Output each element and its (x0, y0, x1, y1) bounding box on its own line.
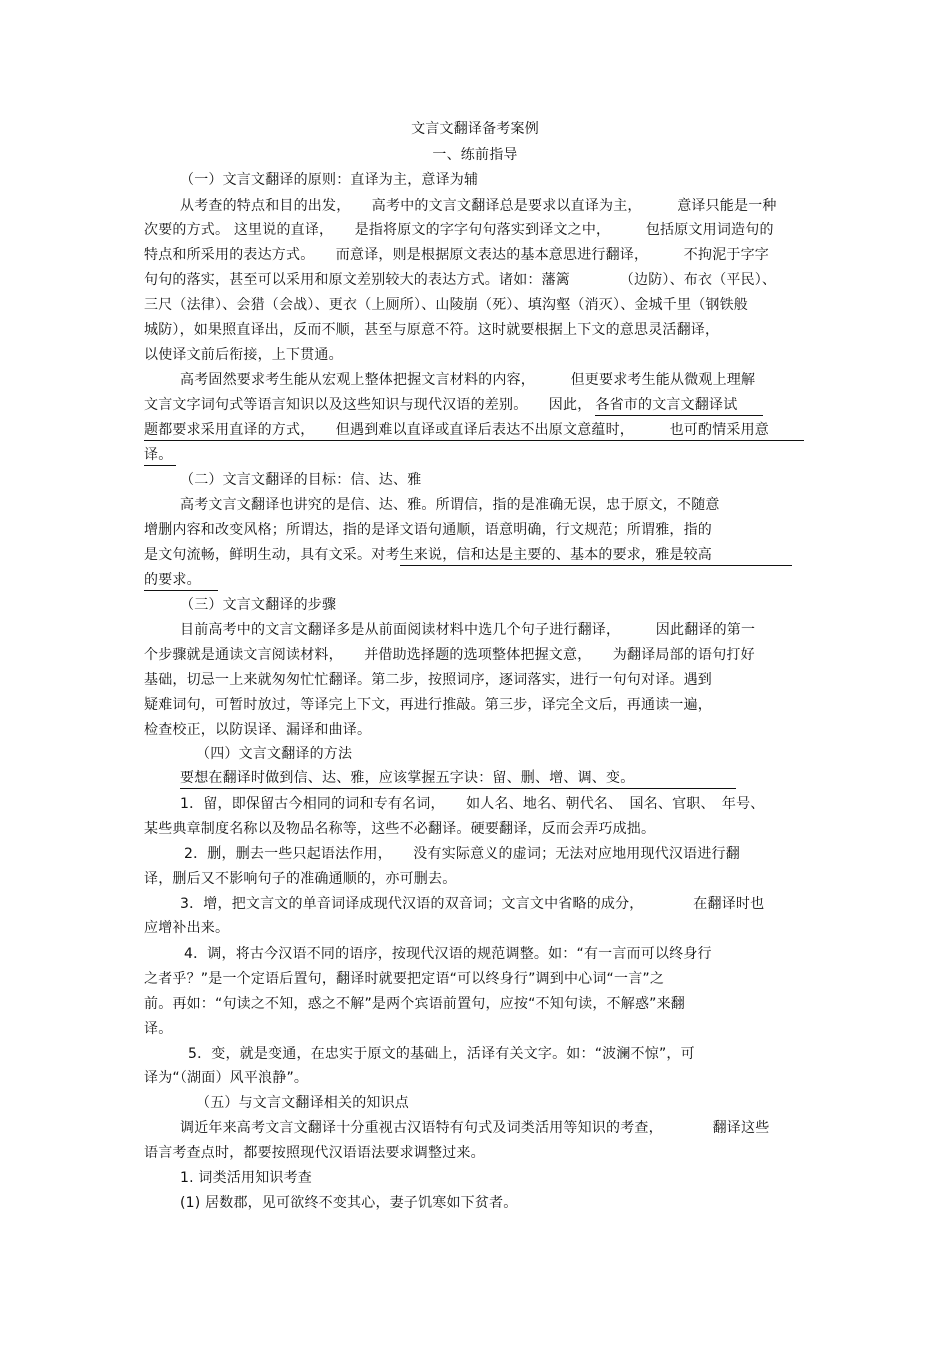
list-item-line: 5．变，就是变通，在忠实于原文的基础上，活译有关文字。如：“波澜不惊”，可 (188, 1046, 695, 1062)
underlined-text: 各省市的文言文翻译试 (595, 395, 763, 416)
list-item-line: 1．留，即保留古今相同的词和专有名词， 如人名、地名、朝代名、 国名、官职、 年号、 (180, 796, 765, 812)
underlined-line: 的要求。 (144, 570, 218, 591)
paragraph-line: 基础，切忌一上来就匆匆忙忙翻译。第二步，按照词序，逐词落实，进行一句句对译。遇到 (144, 672, 712, 688)
paragraph-line: 以使译文前后衔接，上下贯通。 (144, 347, 343, 363)
list-item-line: 应增补出来。 (144, 920, 230, 936)
list-item-line: 之者乎？”是一个定语后置句，翻译时就要把定语“可以终身行”调到中心词“一言”之 (144, 971, 665, 987)
paragraph-line: 疑难词句，可暂时放过，等译完上下文，再进行推敲。第三步，译完全文后，再通读一遍， (144, 697, 712, 713)
paragraph-line (144, 395, 763, 415)
paragraph-line: 高考文言文翻译也讲究的是信、达、雅。所谓信，指的是准确无误，忠于原文，不随意 (180, 497, 720, 513)
paragraph-line: 从考查的特点和目的出发， 高考中的文言文翻译总是要求以直译为主， 意译只能是一种 (180, 198, 777, 214)
section-heading: （五）与文言文翻译相关的知识点 (196, 1095, 409, 1111)
list-item-line: 3．增，把文言文的单音词译成现代汉语的双音词；文言文中省略的成分， 在翻译时也 (180, 896, 765, 912)
paragraph-line: 特点和所采用的表达方式。 而意译，则是根据原文表达的基本意思进行翻译， 不拘泥于字字 (144, 247, 769, 263)
list-item-line: 前。再如：“句读之不知，惑之不解”是两个宾语前置句，应按“不知句读，不解惑”来翻 (144, 996, 686, 1012)
underlined-text: 生来说，信和达是主要的、基本的要求，雅是较高 (400, 545, 792, 566)
section-heading: （三）文言文翻译的步骤 (180, 597, 337, 613)
paragraph-line: 三尺（法律）、会猎（会战）、更衣（上厕所）、山陵崩（死）、填沟壑（消灭）、金城千里（钢铁般 (144, 297, 748, 313)
list-item-line: 4．调，将古今汉语不同的语序，按现代汉语的规范调整。如：“有一言而可以终身行 (184, 946, 712, 962)
section-heading: （二）文言文翻译的目标：信、达、雅 (180, 472, 422, 488)
section-heading: （一）文言文翻译的原则：直译为主，意译为辅 (180, 172, 479, 188)
paragraph-line: 高考固然要求考生能从宏观上整体把握文言材料的内容， 但更要求考生能从微观上理解 (180, 372, 756, 388)
paragraph-line: 检查校正，以防误译、漏译和曲译。 (144, 722, 372, 738)
list-item-line: 译。 (144, 1021, 173, 1037)
underlined-line: 译。 (144, 445, 176, 466)
paragraph-line: 句句的落实，甚至可以采用和原文差别较大的表达方式。诸如：藩篱 （边防）、布衣（平民）、 (144, 272, 777, 288)
paragraph-line (144, 545, 792, 565)
document-title: 文言文翻译备考案例 (411, 121, 539, 137)
section-heading: （四）文言文翻译的方法 (196, 746, 353, 762)
underlined-line: 要想在翻译时做到信、达、雅，应该掌握五字诀：留、删、增、调、变。 (180, 768, 736, 789)
list-item-line: 某些典章制度名称以及物品名称等，这些不必翻译。硬要翻译，反而会弄巧成拙。 (144, 821, 656, 837)
list-item-line: 译为“（湖面）风平浪静”。 (144, 1070, 309, 1086)
underlined-line: 题都要求采用直译的方式， 但遇到难以直译或直译后表达不出原文意蕴时， 也可酌情采用意 (144, 420, 804, 441)
part-title: 一、练前指导 (432, 147, 518, 163)
example-sentence: (1) 居数郡，见可欲终不变其心，妻子饥寒如下贫者。 (180, 1195, 518, 1211)
paragraph-line: 语言考查点时，都要按照现代汉语语法要求调整过来。 (144, 1145, 485, 1161)
paragraph-line: 增删内容和改变风格；所谓达，指的是译文语句通顺，语意明确，行文规范；所谓雅，指的 (144, 522, 712, 538)
paragraph-line: 目前高考中的文言文翻译多是从前面阅读材料中选几个句子进行翻译， 因此翻译的第一 (180, 622, 756, 638)
list-item-line: 2．删，删去一些只起语法作用， 没有实际意义的虚词；无法对应地用现代汉语进行翻 (184, 846, 740, 862)
paragraph-line: 调近年来高考文言文翻译十分重视古汉语特有句式及词类活用等知识的考查， 翻译这些 (180, 1120, 770, 1136)
list-item-line: 译，删后又不影响句子的准确通顺的，亦可删去。 (144, 871, 457, 887)
paragraph-line: 个步骤就是通读文言阅读材料， 并借助选择题的选项整体把握文意， 为翻译局部的语句打好 (144, 647, 755, 663)
paragraph-line: 次要的方式。 这里说的直译， 是指将原文的字字句句落实到译文之中， 包括原文用词造句的 (144, 222, 774, 238)
paragraph-line: 城防），如果照直译出，反而不顺，甚至与原意不符。这时就要根据上下文的意思灵活翻译， (144, 322, 720, 338)
paragraph-text: 是文句流畅，鲜明生动，具有文采。对考 (144, 547, 400, 563)
subheading: 1. 词类活用知识考查 (180, 1170, 313, 1186)
paragraph-text: 文言文字词句式等语言知识以及这些知识与现代汉语的差别。 因此， (144, 397, 592, 413)
